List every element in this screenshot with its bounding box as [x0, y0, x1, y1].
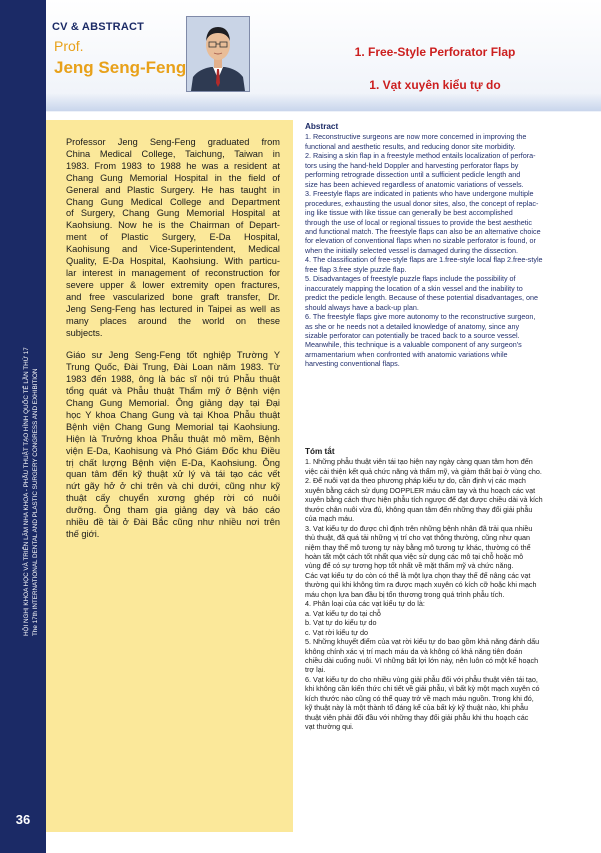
talk-title-vietnamese: 1. Vạt xuyên kiểu tự do [369, 78, 501, 92]
abstract-line: inaccurately mapping the location of a skin vessel and the inability to [305, 283, 523, 293]
bio-line: China Medical College, Taichung, Taiwan in [66, 148, 280, 159]
bio-line: subjects. [66, 327, 103, 338]
page-number: 36 [15, 812, 31, 827]
tomtat-line: máu chọn lựa ban đầu bị tổn thương trong quá trình phẫu tích. [305, 589, 505, 599]
spine-line-vietnamese: HỘI NGHỊ KHOA HỌC VÀ TRIỂN LÃM NHA KHOA - PHẪU THUẬT TẠO HÌNH QUỐC TẾ LẦN THỨ 17 [23, 347, 30, 636]
bio-line: of Surgery, Chang Gung Memorial Hospital at [66, 208, 280, 219]
bio-line: Trung Quốc, Đài Trung, Đài Loan năm 1983. Từ [66, 362, 280, 373]
bio-line: Quality, E-Da Hospital, Kaohsiung. With particu- [66, 256, 280, 267]
tomtat-line: niệm thay thế mô tương tự này bằng mô tương tự khác, thường có thể [305, 542, 531, 552]
abstract-line: performing retrograde dissection until a sufficient pedicle length and [305, 170, 521, 180]
bio-line: Bệnh viện Chang Gung Memorial tại Kaohsiung. [66, 421, 280, 432]
abstract-line: when the initially selected vessel is damaged during the dissection. [305, 245, 518, 255]
bio-line: lar interest in management of reconstruction for [66, 267, 280, 278]
tomtat-line: a. Vạt kiểu tự do tại chỗ [305, 608, 381, 618]
abstract-line: and functional match. The freestyle flaps can also be an alternative choice [305, 226, 541, 236]
abstract-line: ing like tissue with like tissue can generally be best accomplished [305, 208, 513, 218]
bio-line: trị chất lượng Bệnh viện E-Da, Kaohsiung. Ông [66, 457, 280, 468]
tomtat-heading: Tóm tắt [305, 447, 335, 456]
abstract-line: 3. Freestyle flaps are indicated in patients who have undergone multiple [305, 189, 534, 199]
tomtat-line: khi không cần kiến thức chi tiết về giải phẫu, vì bất kỳ một mạch xuyên có [305, 684, 540, 694]
abstract-line: for elevation of conventional flaps when no sizable perforator is found, or [305, 236, 536, 246]
abstract-line: 6. The freestyle flaps give more autonomy to the reconstructive surgeon, [305, 312, 536, 322]
bio-line: 1983. From 1983 to 1988 he was a resident at [66, 160, 280, 171]
bio-english [66, 137, 280, 339]
bio-line: Chang Gung Medical College and Department [66, 196, 280, 207]
bio-line: Kaohsiung. Now he is the Chairman of Depart- [66, 220, 280, 231]
tomtat-line: việc cải thiện kết quả chức năng và thẩm mỹ, và giảm thất bại ở vùng cho. [305, 466, 542, 476]
tomtat-line: kỹ thuật này là một thành tố đáng kể của bất kỳ kỹ thuật nào, khi phẫu [305, 703, 528, 713]
abstract-line: harvesting conventional flaps. [305, 359, 400, 369]
bio-line: Chang Gung Memorial. Ông giảng dạy tại Đại [66, 398, 280, 409]
tomtat-line: thường qui khi không tìm ra được mạch xuyên có kích cỡ hoặc khi mạch [305, 580, 537, 590]
portrait-image [187, 17, 249, 91]
abstract-section [305, 122, 569, 369]
bio-line: thế giới. [66, 529, 100, 539]
bio-line: viện E-Da, Kaohisung và Phó Giám Đốc khu Điều [66, 445, 280, 456]
abstract-line: 1. Reconstructive surgeons are now more concerned in improving the [305, 132, 527, 142]
tomtat-line: b. Vạt tự do kiểu tự do [305, 618, 377, 628]
speaker-title: Prof. [54, 38, 84, 54]
bio-line: dưỡng. Ông tham gia giảng dạy và báo cáo [66, 505, 280, 516]
abstract-line: procedures, exhausting the usual donor sites, also, the concept of replac- [305, 198, 539, 208]
abstract-line: free flap 3.free style puzzle flap. [305, 264, 407, 274]
tomtat-line: vạt thường qui. [305, 722, 354, 732]
bio-text [66, 137, 280, 541]
bio-line: General and Plastic Surgery. He has taught in [66, 184, 280, 195]
abstract-body [305, 132, 569, 368]
tomtat-line: 6. Vạt kiểu tự do cho nhiều vùng giải phẫu đối với phẫu thuật viên tái tạo, [305, 674, 538, 684]
abstract-line: armamentarium when confronted with anatomic variations while [305, 349, 508, 359]
talk-title-english: 1. Free-Style Perforator Flap [354, 45, 516, 59]
tomtat-body [305, 457, 569, 731]
tomtat-line: của mạch máu. [305, 514, 355, 524]
bio-line: thuật cấy chuyển xương ghép rời có nuôi [66, 493, 280, 504]
abstract-line: through the use of local or regional tissues to provide the best aesthetic [305, 217, 532, 227]
tomtat-line: không chính xác vị trí mạch máu da và không có khả năng tiên đoán [305, 646, 523, 656]
tomtat-line: thủ thuật, đã quá tải những vị trí cho vạt thông thường, cũng như quan [305, 533, 530, 543]
tomtat-line: 3. Vạt kiểu tự do được chỉ định trên những bệnh nhân đã trải qua nhiều [305, 523, 533, 533]
abstract-line: 2. Raising a skin flap in a freestyle method entails localization of perfora- [305, 151, 536, 161]
abstract-line: sizable perforator can potentially be traced back to a source vessel. [305, 330, 520, 340]
tomtat-line: c. Vạt rời kiểu tự do [305, 627, 369, 637]
bio-line: Jeng Seng-Feng has lectured in Taipei as well as [66, 303, 280, 314]
speaker-name: Jeng Seng-Feng [54, 58, 187, 77]
tomtat-line: xuyên bằng cách sử dụng DOPPLER máu cầm tay và thu hoạch các vạt [305, 485, 536, 495]
abstract-line: predict the pedicle length. Because of these potential disadvantages, one [305, 293, 538, 303]
tomtat-line: vùng để có sự tương hợp tốt nhất về mặt thẩm mỹ và chức năng. [305, 561, 514, 571]
bio-line: severe upper & lower extremity open fractures, [66, 279, 280, 290]
bio-line: many places around the world on these [66, 315, 280, 326]
tomtat-line: trợ lại. [305, 665, 326, 675]
tomtat-line: xuyên bằng cách thực hiện phẫu tích ngược để đạt được chiều dài và kích [305, 495, 543, 505]
bio-line: and free vascularized bone graft transfer, Dr. [66, 291, 280, 302]
tomtat-line: 5. Những khuyết điểm của vạt rời kiểu tự do bao gồm khả năng đánh dấu [305, 637, 540, 647]
bio-line: Professor Jeng Seng-Feng graduated from [66, 137, 280, 147]
tomtat-line: 2. Để nuôi vạt da theo phương pháp kiểu tự do, cần định vị các mạch [305, 476, 526, 486]
tomtat-line: thuật viên phải đối đầu với những thay đổi giải phẫu khi thu hoạch các [305, 712, 529, 722]
tomtat-line: kích thước nào cũng có thể quay trở về mạch máu nguồn. Trong khi đó, [305, 693, 534, 703]
abstract-line: as she or he needs not a detailed knowledge of anatomy, since any [305, 321, 520, 331]
tomtat-line: hoàn tất một cách tốt nhất qua việc sử dụng các mô tại chỗ hoặc mô [305, 551, 524, 561]
bio-line: quan tâm đến kỹ thuật xử lý và tái tạo các vết [66, 469, 280, 480]
bio-line: học Y khoa Chang Gung và tại Khoa Phẫu thuật [66, 409, 280, 420]
tomtat-line: Các vạt kiểu tự do còn có thể là một lựa chọn thay thế để nâng các vạt [305, 570, 531, 580]
abstract-line: 4. The classification of free-style flaps are 1.free-style local flap 2.free-style [305, 255, 543, 265]
tomtat-line: thước chân nuôi vừa đủ, không quan tâm đến những thay đổi giải phẫu [305, 504, 533, 514]
tomtat-line: 4. Phân loại của các vạt kiểu tự do là: [305, 599, 425, 609]
abstract-line: tors using the hand-held Doppler and harvesting perforator flaps by [305, 160, 519, 170]
tomtat-line: 1. Những phẫu thuật viên tái tạo hiện nay ngày càng quan tâm hơn đến [305, 457, 533, 467]
tomtat-section [305, 447, 569, 732]
bio-line: 1983 đến 1988, ông là bác sĩ nội trú Phẫu thuật [66, 374, 280, 385]
bio-line: Hiện là Trưởng khoa Phẫu thuật mô mềm, Bệnh [66, 433, 280, 444]
bio-line: nứt gãy hở ở chi trên và chi dưới, cũng như kỹ [66, 481, 280, 492]
bio-line: ment of Plastic Surgery, E-Da Hospital, [66, 232, 280, 243]
speaker-photo [186, 16, 250, 92]
abstract-line: functional and aesthetic results, and reducing donor site morbidity. [305, 141, 516, 151]
abstract-line: size has been achieved regardless of anatomic variations of vessels. [305, 179, 524, 189]
bio-line: Chang Gung Memorial Hospital in the field of [66, 172, 280, 183]
abstract-line: Meanwhile, this technique is a valuable component of any surgeon's [305, 340, 522, 350]
bio-vietnamese [66, 350, 280, 541]
spine-line-english: The 17th INTERNATIONAL DENTAL AND PLASTIC SURGERY CONGRESS AND EXHIBITION [31, 368, 39, 636]
abstract-line: should always have a back-up plan. [305, 302, 419, 312]
tomtat-line: chiều dài cuống nuôi. Vì những bất lợi lớn này, nên luôn có một kế hoạch [305, 655, 539, 665]
abstract-heading: Abstract [305, 122, 339, 131]
bio-line: nhiều đề tài ở Đài Bắc cũng như nhiều nơi trên [66, 517, 280, 528]
section-label: CV & ABSTRACT [52, 21, 145, 33]
bio-line: tổng quát và Phẫu thuật Thẩm mỹ ở Bệnh viện [66, 386, 280, 397]
bio-line: Kaohisung and Vice-Superintendent, Medical [66, 244, 280, 255]
bio-line: Giáo sư Jeng Seng-Feng tốt nghiệp Trường Y [66, 350, 280, 361]
abstract-line: 5. Disadvantages of freestyle puzzle flaps include the possibility of [305, 274, 516, 284]
header-fade [46, 93, 601, 111]
